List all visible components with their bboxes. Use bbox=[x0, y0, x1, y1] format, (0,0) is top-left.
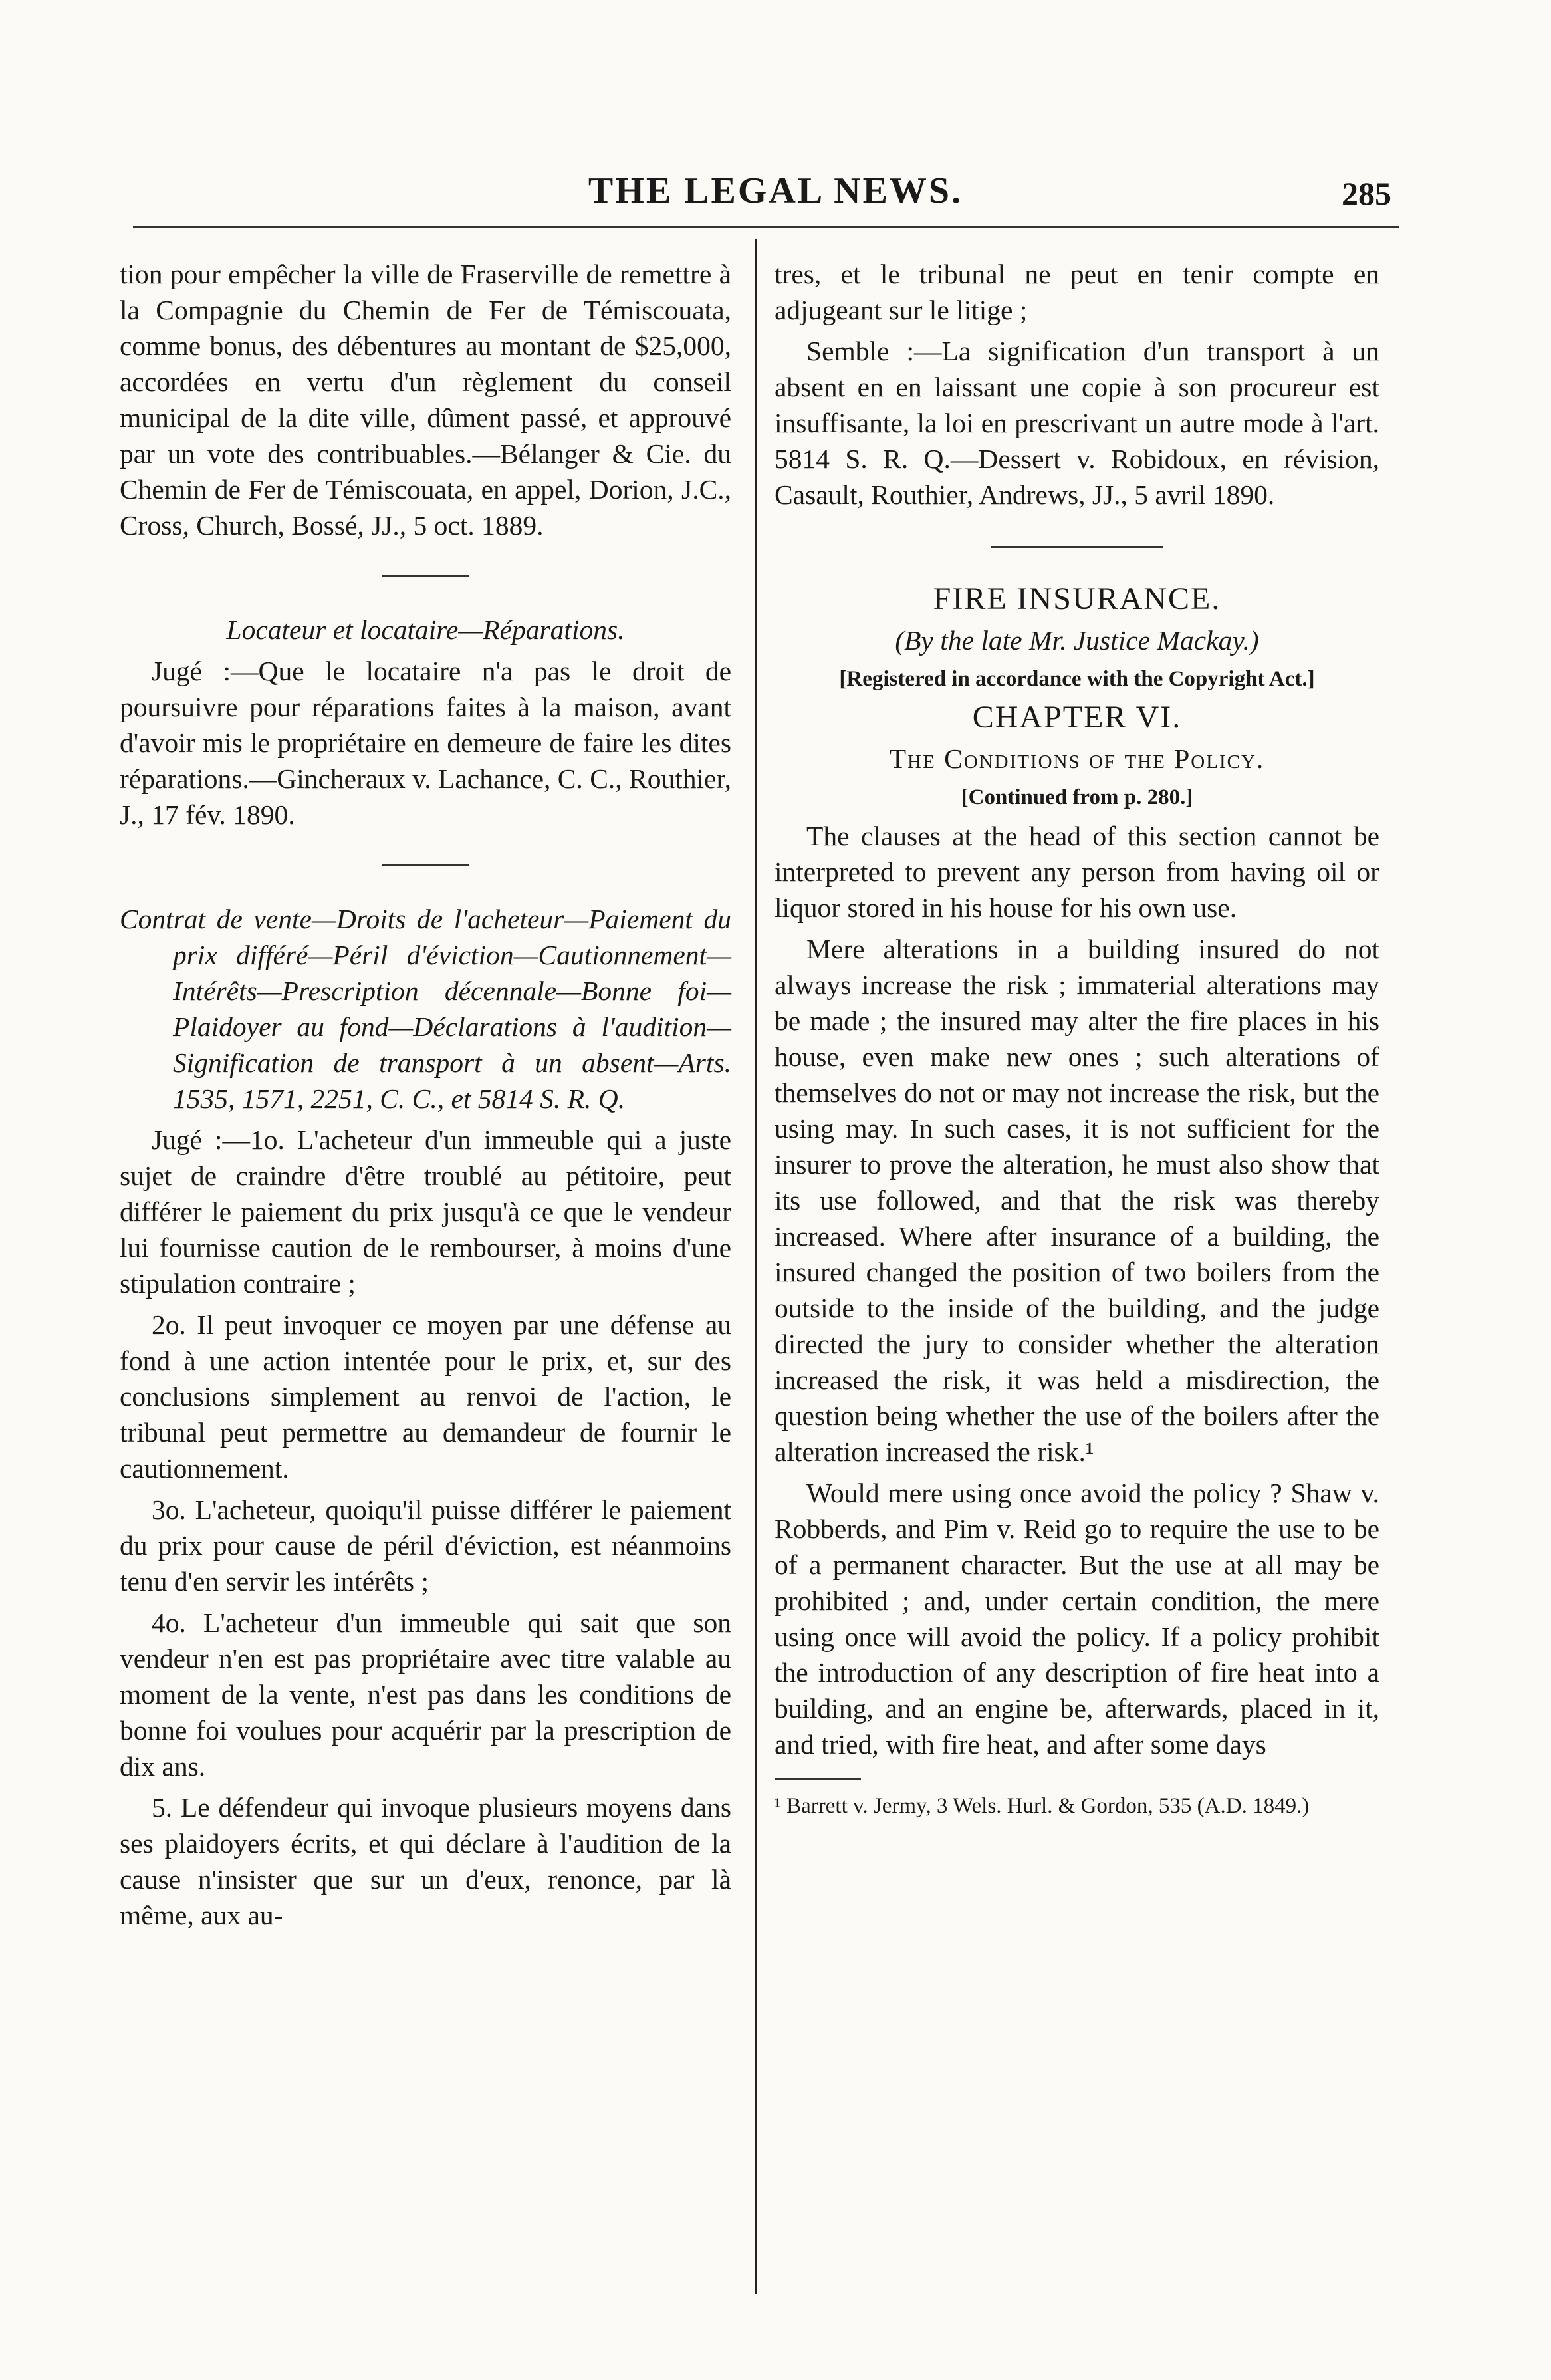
left-paragraph-2: Jugé :—Que le locataire n'a pas le droit de poursuivre pour réparations faites à la maison, avant d'avoir mis le propriétaire en demeure de faire les dites réparations.—Gincheraux v. Lachance, C. C., Routhier, J., 17 fév. 1890. bbox=[120, 656, 731, 830]
right-paragraph-5: Would mere using once avoid the policy ? Shaw v. Robberds, and Pim v. Reid go to require the use to be of a permanent character. But the use at all may be prohibited ; and, under certain condition, the mere using once will avoid the policy. If a policy prohibit the introduction of any description of fire heat into a building, and an engine be, afterwards, placed in it, and tried, with fire heat, and after some days bbox=[775, 1478, 1379, 1760]
left-paragraph-1: tion pour empêcher la ville de Fraserville de remettre à la Compagnie du Chemin de Fer de Témiscouata, comme bonus, des débentures au montant de $25,000, accordées en vertu d'un règlement du conseil municipal de la dite ville, dûment passé, et approuvé par un vote des contribuables.—Bélanger & Cie. du Chemin de Fer de Témiscouata, en appel, Dorion, J.C., Cross, Church, Bossé, JJ., 5 oct. 1889. bbox=[120, 259, 731, 541]
section-separator bbox=[382, 575, 469, 577]
footnote: ¹ Barrett v. Jermy, 3 Wels. Hurl. & Gordon, 535 (A.D. 1849.) bbox=[775, 1794, 1310, 1818]
left-paragraph-7: 5. Le défendeur qui invoque plusieurs moyens dans ses plaidoyers écrits, et qui déclare à l'audition de la cause n'insister que sur un d'eux, renonce, par là même, aux au- bbox=[120, 1792, 731, 1930]
chapter-heading: CHAPTER VI. bbox=[972, 700, 1182, 735]
right-column bbox=[775, 256, 1379, 1827]
copyright-notice: [Registered in accordance with the Copyright Act.] bbox=[839, 667, 1315, 691]
running-header-title: THE LEGAL NEWS. bbox=[588, 170, 963, 211]
right-paragraph-2: Semble :—La signification d'un transport à un absent en en laissant une copie à son procureur est insuffisante, la loi en prescrivant un autre mode à l'art. 5814 S. R. Q.—Dessert v. Robidoux, en révision, Casault, Routhier, Andrews, JJ., 5 avril 1890. bbox=[775, 336, 1379, 510]
byline: (By the late Mr. Justice Mackay.) bbox=[895, 625, 1259, 656]
left-paragraph-3: Jugé :—1o. L'acheteur d'un immeuble qui a juste sujet de craindre d'être troublé au pétitoire, peut différer le paiement du prix jusqu'à ce que le vendeur lui fournisse caution de le rembourser, à moins d'une stipulation contraire ; bbox=[120, 1124, 731, 1299]
column-divider bbox=[755, 239, 757, 2294]
footnote-rule bbox=[775, 1778, 861, 1780]
right-paragraph-1: tres, et le tribunal ne peut en tenir compte en adjugeant sur le litige ; bbox=[775, 259, 1379, 325]
continued-note: [Continued from p. 280.] bbox=[961, 785, 1193, 809]
case-caption-locateur: Locateur et locataire—Réparations. bbox=[226, 614, 625, 645]
chapter-subtitle: The Conditions of the Policy. bbox=[889, 743, 1265, 774]
page-number: 285 bbox=[1342, 175, 1391, 212]
right-paragraph-3: The clauses at the head of this section cannot be interpreted to prevent any person from having oil or liquor stored in his house for his own use. bbox=[775, 821, 1379, 923]
case-caption-contrat: Contrat de vente—Droits de l'acheteur—Paiement du prix différé—Péril d'éviction—Cautionnement—Intérêts—Prescription décennale—Bonne foi—Plaidoyer au fond—Déclarations à l'audition—Signification de transport à un absent—Arts. 1535, 1571, 2251, C. C., et 5814 S. R. Q. bbox=[120, 904, 731, 1114]
section-separator bbox=[382, 864, 469, 866]
left-paragraph-5: 3o. L'acheteur, quoiqu'il puisse différer le paiement du prix pour cause de péril d'éviction, est néanmoins tenu d'en servir les intérêts ; bbox=[120, 1494, 731, 1597]
section-separator bbox=[991, 546, 1163, 548]
right-paragraph-4: Mere alterations in a building insured do not always increase the risk ; immaterial alterations may be made ; the insured may alter the fire places in his house, even make new ones ; such alterations of themselves do not or may not increase the risk, but the using may. In such cases, it is not sufficient for the insurer to prove the alteration, he must also show that its use followed, and that the risk was thereby increased. Where after insurance of a building, the insured changed the position of two boilers from the outside to the inside of the building, and the judge directed the jury to consider whether the alteration increased the risk, it was held a misdirection, the question being whether the use of the boilers after the alteration increased the risk.¹ bbox=[775, 934, 1379, 1467]
section-heading: FIRE INSURANCE. bbox=[933, 581, 1221, 616]
left-column bbox=[120, 256, 731, 1938]
left-paragraph-6: 4o. L'acheteur d'un immeuble qui sait que son vendeur n'en est pas propriétaire avec titre valable au moment de la vente, n'est pas dans les conditions de bonne foi voulues pour acquérir par la prescription de dix ans. bbox=[120, 1607, 731, 1782]
header-rule bbox=[133, 226, 1399, 228]
left-paragraph-4: 2o. Il peut invoquer ce moyen par une défense au fond à une action intentée pour le prix, et, sur des conclusions simplement au renvoi de l'action, le tribunal peut permettre au demandeur de fournir le cautionnement. bbox=[120, 1309, 731, 1484]
